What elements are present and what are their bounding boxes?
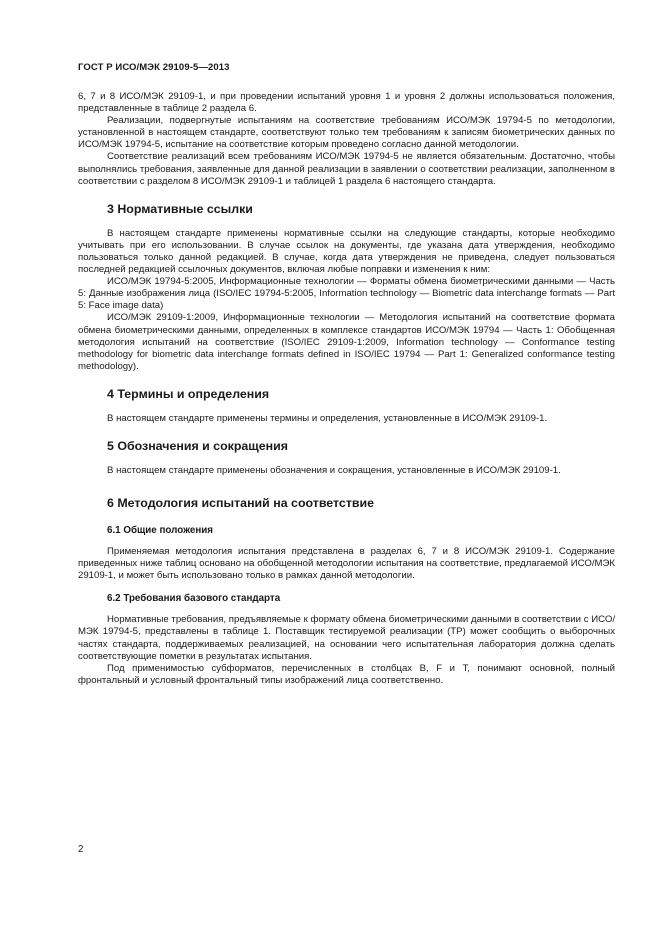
subsection-6-2-heading: 6.2 Требования базового стандарта [107,593,281,605]
subsection-6-2-paragraph-2: Под применимостью субформатов, перечисленных в столбцах B, F и T, понимают основной, полный фронтальный и условный фронтальный типы изображений лица соответственно. [78,662,615,686]
section-4-heading: 4 Термины и определения [107,386,270,401]
page-number: 2 [78,844,84,855]
section-3-reference-19794-5: ИСО/МЭК 19794-5:2005, Информационные технологии — Форматы обмена биометрическими данными — Часть 5: Данные изображения лица (ISO/IEC 19794-5:2005, Information technology — Biometric data interchange formats — Part 5: Face image data) [78,276,615,312]
subsection-6-1-paragraph-1: Применяемая методология испытания представлена в разделах 6, 7 и 8 ИСО/МЭК 29109-1. Содержание приведенных ниже таблиц основано на обобщенной методологии испытания на соответствие, предлагаемой ИСО/МЭК 29109-1, и может быть использовано только в рамках данной методологии. [78,546,615,582]
document-page [78,0,615,935]
section-6-heading: 6 Методология испытаний на соответствие [107,496,375,511]
page-body [78,91,615,687]
section-3-heading: 3 Нормативные ссылки [107,201,253,216]
intro-paragraph-1: 6, 7 и 8 ИСО/МЭК 29109-1, и при проведении испытаний уровня 1 и уровня 2 должны использоваться положения, представленные в таблице 2 раздела 6. [78,91,615,115]
section-3-reference-29109-1: ИСО/МЭК 29109-1:2009, Информационные технологии — Методология испытаний на соответствие формата обмена биометрическими данными, определенных в комплексе стандартов ИСО/МЭК 19794 — Часть 1: Обобщенная методология испытаний на соответствие (ISO/IEC 29109-1:2009, Information technology — Conformance testing methodology for biometric data interchange formats defined in ISO/IEC 19794 — Part 1: Generalized conformance testing methodology). [78,312,615,372]
intro-paragraph-2: Реализации, подвергнутые испытаниям на соответствие требованиям ИСО/МЭК 19794-5 по методологии, установленной в настоящем стандарте, соответствуют только тем требованиям к записям биометрических данных по ИСО/МЭК 19794-5, испытание на соответствие которым проведено согласно данной методологии. [78,115,615,151]
running-header: ГОСТ Р ИСО/МЭК 29109-5—2013 [78,62,230,73]
section-5-paragraph-1: В настоящем стандарте применены обозначения и сокращения, установленные в ИСО/МЭК 29109-1. [107,464,561,476]
section-5-heading: 5 Обозначения и сокращения [107,438,288,453]
section-3-paragraph-1: В настоящем стандарте применены нормативные ссылки на следующие стандарты, которые необходимо учитывать при его использовании. В случае ссылок на документы, где указана дата утверждения, необходимо пользоваться только данной редакцией. В случае, когда дата утверждения не приведена, следует пользоваться последней редакцией ссылочных документов, включая любые поправки и изменения к ним: [78,227,615,276]
intro-paragraph-3: Соответствие реализаций всем требованиям ИСО/МЭК 19794-5 не является обязательным. Достаточно, чтобы выполнялись требования, заявленные для данной реализации в заявлении о соответствии реализации, заполненном в соответствии с разделом 8 ИСО/МЭК 29109-1 и таблицей 1 раздела 6 настоящего стандарта. [78,151,615,187]
subsection-6-1-heading: 6.1 Общие положения [107,525,214,537]
subsection-6-2-paragraph-1: Нормативные требования, предъявляемые к формату обмена биометрическими данными в соответствии с ИСО/МЭК 19794-5, представлены в таблице 1. Поставщик тестируемой реализации (ТР) может сообщить о выборочных частях стандарта, поддерживаемых реализацией, на основании чего испытательная лаборатория должна сделать соответствующие пометки в результатах испытания. [78,614,615,662]
section-4-paragraph-1: В настоящем стандарте применены термины и определения, установленные в ИСО/МЭК 29109-1. [107,412,548,424]
